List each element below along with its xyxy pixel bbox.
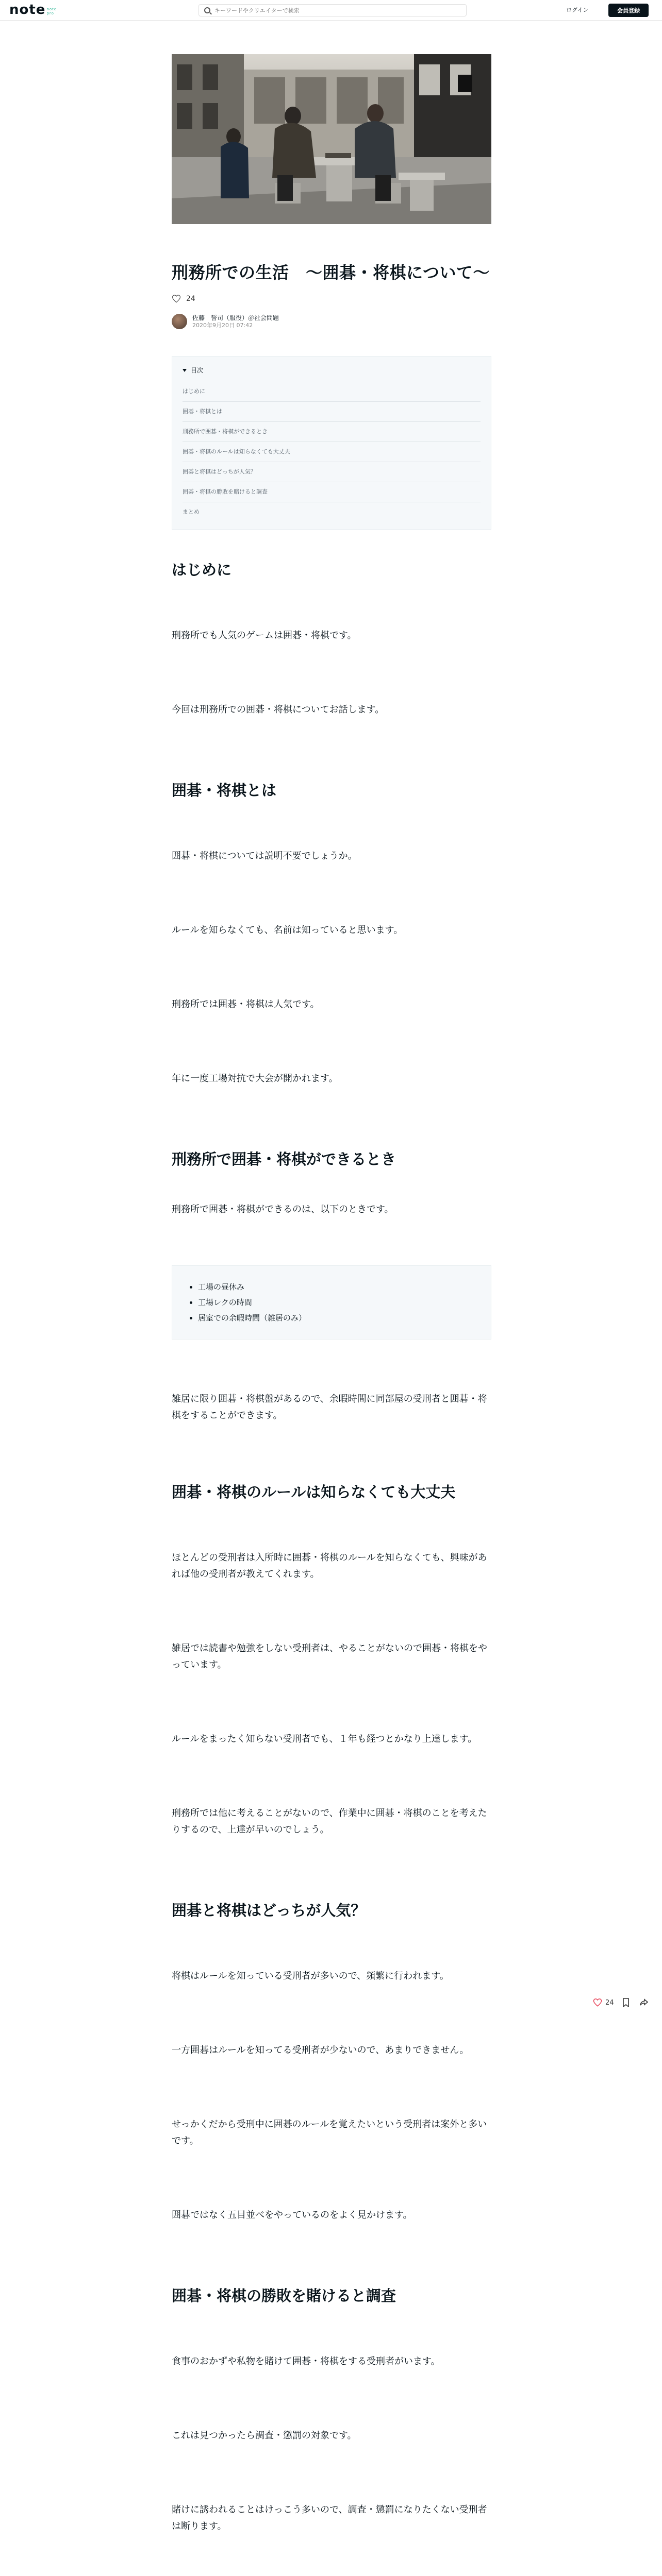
paragraph: 囲碁ではなく五目並べをやっているのをよく見かけます。: [172, 2210, 412, 2221]
list-item: • 工場の昼休み: [198, 1279, 470, 1295]
top-header: [0, 0, 662, 21]
toc-item[interactable]: 囲碁・将棋の勝敗を賭けると調査: [183, 482, 481, 502]
bookmark-icon[interactable]: [622, 1998, 630, 2007]
section-heading: 刑務所で囲碁・将棋ができるとき: [172, 1150, 396, 1168]
eyecatch-image: [172, 54, 491, 224]
toc-toggle[interactable]: 目次: [183, 366, 481, 375]
paragraph: 年に一度工場対抗で大会が開かれます。: [172, 1073, 338, 1084]
toc-item[interactable]: 囲碁・将棋とは: [183, 402, 481, 422]
section-heading: 囲碁・将棋とは: [172, 782, 277, 799]
paragraph: 将棋はルールを知っている受刑者が多いので、頻繁に行われます。: [172, 1971, 449, 1981]
list-box: [172, 1265, 491, 1340]
logo-text: note: [9, 2, 46, 18]
toc-item[interactable]: はじめに: [183, 382, 481, 402]
list-item: • 居室での余暇時間（雑居のみ）: [198, 1310, 470, 1326]
paragraph: 雑居では読書や勉強をしない受刑者は、やることがないので囲碁・将棋をやっています。: [172, 1643, 487, 1670]
post-date: 2020年9月20日 07:42: [192, 322, 253, 329]
toc-item[interactable]: まとめ: [183, 509, 200, 515]
note-logo[interactable]: [9, 2, 58, 18]
article: [172, 54, 491, 2576]
toc-item[interactable]: 囲碁・将棋のルールは知らなくても大丈夫: [183, 442, 481, 462]
paragraph: 刑務所では囲碁・将棋は人気です。: [172, 999, 320, 1010]
paragraph: 一方囲碁はルールを知ってる受刑者が少ないので、あまりできません。: [172, 2045, 469, 2056]
paragraph: ルールをまったく知らない受刑者でも、１年も経つとかなり上達します。: [172, 1734, 477, 1744]
section-heading: 囲碁・将棋のルールは知らなくても大丈夫: [172, 1483, 456, 1501]
paragraph: 刑務所では他に考えることがないので、作業中に囲碁・将棋のことを考えたりするので、上達が早いのでしょう。: [172, 1808, 487, 1835]
paragraph: ルールを知らなくても、名前は知っていると思います。: [172, 925, 403, 936]
paragraph: 刑務所でも人気のゲームは囲碁・将棋です。: [172, 630, 357, 641]
logo-sub: note pro: [46, 7, 57, 15]
paragraph: ほとんどの受刑者は入所時に囲碁・将棋のルールを知らなくても、興味があれば他の受刑者が教えてくれます。: [172, 1552, 487, 1580]
like-count-area[interactable]: [172, 294, 491, 303]
paragraph: 囲碁・将棋については説明不要でしょうか。: [172, 851, 357, 861]
paragraph: 賭けに誘われることはけっこう多いので、調査・懲罰になりたくない受刑者は断ります。: [172, 2504, 487, 2532]
avatar[interactable]: [172, 314, 187, 329]
paragraph: 雑居に限り囲碁・将棋盤があるので、余暇時間に同部屋の受刑者と囲碁・将棋をすることができます。: [172, 1394, 487, 1421]
article-title: 刑務所での生活 〜囲碁・将棋について〜: [172, 263, 490, 282]
section-heading: 囲碁・将棋の勝敗を賭けると調査: [172, 2287, 396, 2304]
section-heading: はじめに: [172, 561, 232, 579]
heart-icon[interactable]: [172, 294, 181, 303]
paragraph: せっかくだから受刑中に囲碁のルールを覚えたいという受刑者は案外と多いです。: [172, 2119, 487, 2146]
login-link[interactable]: ログイン: [566, 7, 589, 13]
like-heart-icon[interactable]: [593, 1998, 602, 2007]
paragraph: 刑務所で囲碁・将棋ができるのは、以下のときです。: [172, 1204, 394, 1215]
toc-item[interactable]: 刑務所で囲碁・将棋ができるとき: [183, 422, 481, 442]
share-icon[interactable]: [639, 1998, 648, 2007]
paragraph: 食事のおかずや私物を賭けて囲碁・将棋をする受刑者がいます。: [172, 2356, 440, 2367]
search-bar[interactable]: [198, 4, 467, 16]
search-icon: [204, 7, 210, 13]
side-like-count: 24: [605, 1998, 614, 2007]
author-name[interactable]: 佐藤 誓司（服役）＠社会問題: [192, 314, 279, 321]
author-info[interactable]: [172, 314, 491, 329]
paragraph: 今回は刑務所での囲碁・将棋についてお話します。: [172, 704, 385, 715]
toc-item[interactable]: 囲碁と将棋はどっちが人気？: [183, 462, 481, 482]
paragraph: これは見つかったら調査・懲罰の対象です。: [172, 2430, 357, 2441]
search-input[interactable]: [214, 7, 452, 14]
list-item: • 工場レクの時間: [198, 1295, 470, 1310]
like-count: 24: [186, 295, 195, 303]
section-heading: 囲碁と将棋はどっちが人気？: [172, 1902, 366, 1919]
signup-button[interactable]: 会員登録: [608, 4, 649, 17]
floating-actions: [593, 1998, 648, 2007]
table-of-contents: [172, 356, 491, 530]
